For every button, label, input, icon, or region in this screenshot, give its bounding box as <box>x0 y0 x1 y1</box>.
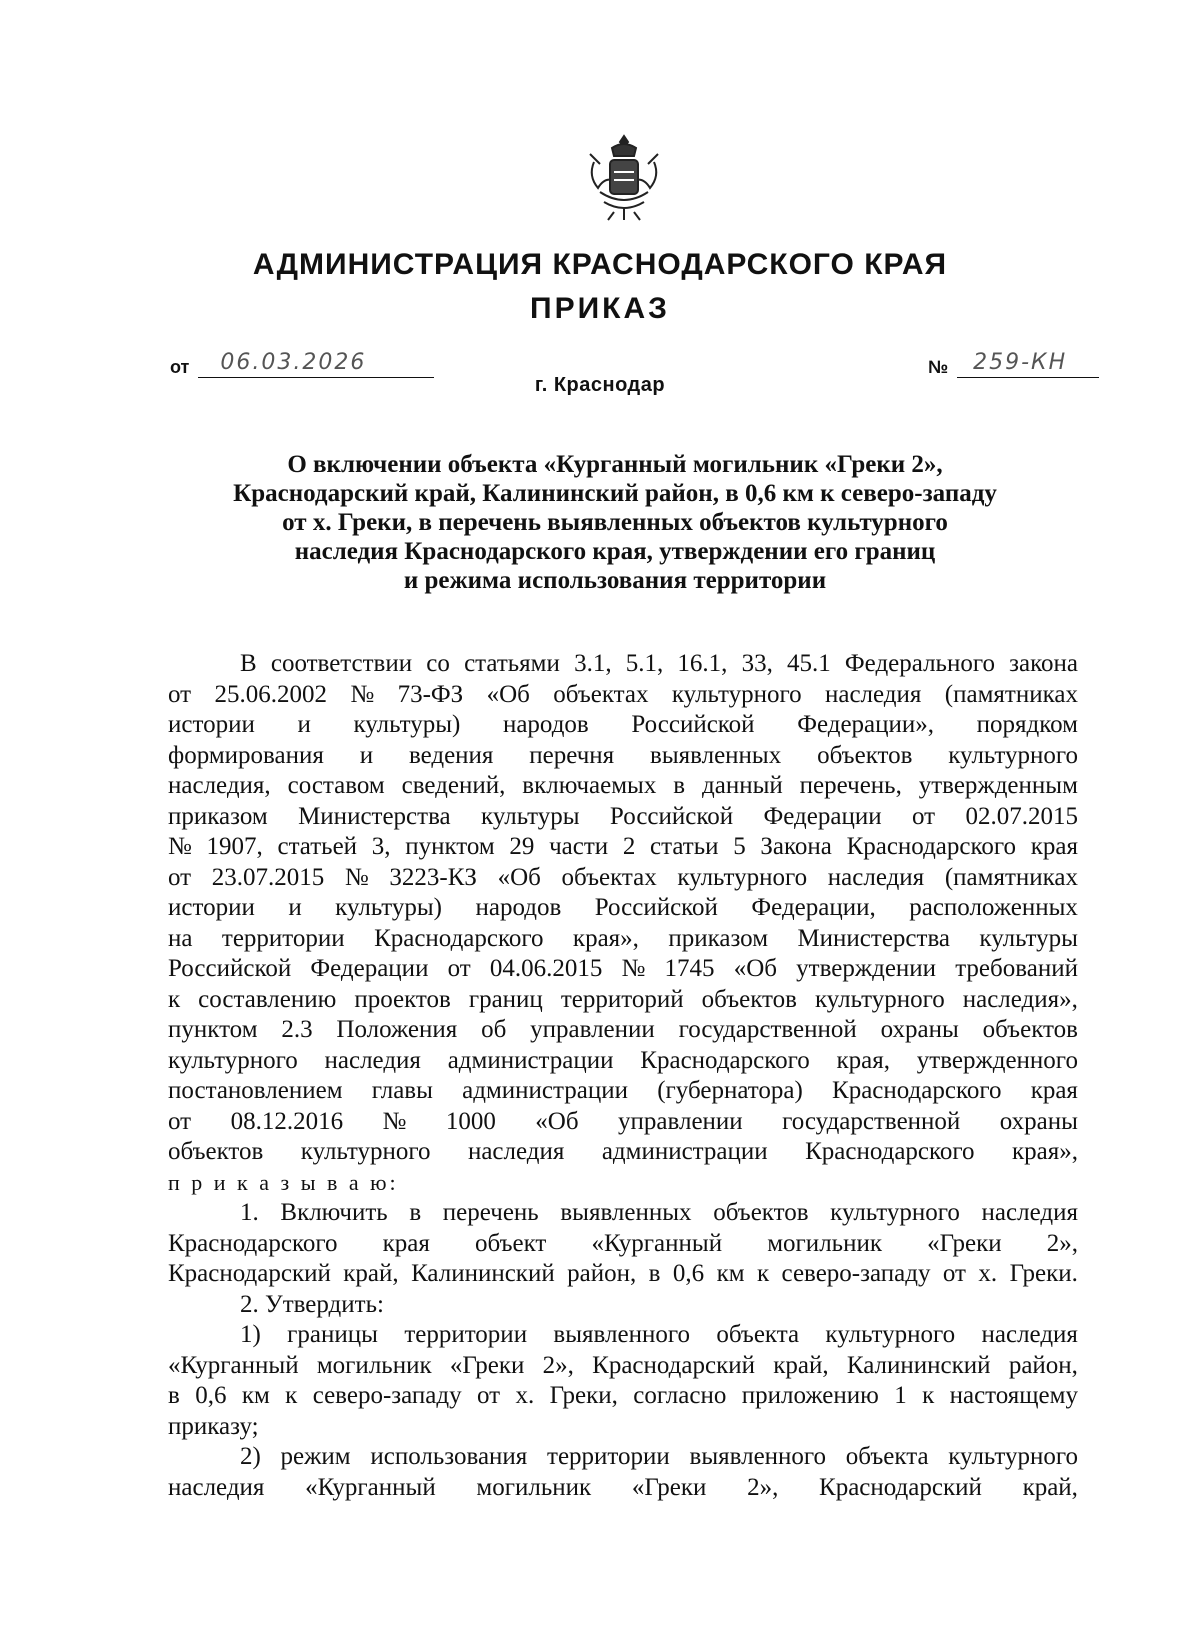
word: настоящему <box>949 1382 1078 1409</box>
word: границы <box>287 1321 378 1348</box>
word: Закона <box>760 833 832 860</box>
document-body <box>168 649 1078 1503</box>
word: перечень, <box>799 772 902 799</box>
word: от <box>942 1260 966 1287</box>
word: 2) <box>240 1443 261 1470</box>
coat-of-arms-icon <box>584 132 664 224</box>
word: выявленного <box>553 1321 690 1348</box>
word: № <box>621 955 646 982</box>
organization-name: АДМИНИСТРАЦИЯ КРАСНОДАРСКОГО КРАЯ <box>252 248 948 281</box>
word: Российской <box>609 802 734 830</box>
word: 5.1, <box>625 650 664 677</box>
word: 0,6 <box>195 1382 227 1409</box>
body-line <box>168 649 1078 680</box>
body-line <box>168 985 1078 1016</box>
word: (памятниках <box>944 680 1078 708</box>
word: 1907, <box>206 833 263 860</box>
word: к <box>756 1260 770 1287</box>
word: формирования <box>168 741 324 769</box>
word: Краснодарского <box>374 924 544 952</box>
body-line <box>168 954 1078 985</box>
word: наследия, <box>168 772 271 799</box>
word: 23.07.2015 <box>211 863 325 891</box>
body-line <box>168 1137 1078 1168</box>
word: приложению <box>741 1382 879 1409</box>
body-line <box>168 802 1078 833</box>
word: 1) <box>240 1321 261 1348</box>
word: 33, <box>741 650 773 677</box>
body-line <box>168 1259 1078 1290</box>
word: 1. <box>240 1199 259 1226</box>
word: части <box>549 833 609 860</box>
word: в <box>168 1382 180 1409</box>
word: от <box>911 802 936 830</box>
word: Федерации», <box>797 711 935 738</box>
word: к <box>285 1382 298 1409</box>
word: режим <box>280 1443 351 1470</box>
word: края <box>1030 1077 1078 1104</box>
word: в <box>409 1199 422 1226</box>
body-line <box>168 1320 1078 1351</box>
word: наследия <box>467 1138 565 1165</box>
word: Министерства <box>797 924 951 952</box>
word: от <box>168 680 192 708</box>
handwritten-date: 06.03.2026 <box>220 350 367 375</box>
word: 45.1 <box>787 650 831 677</box>
word: закона <box>1009 650 1078 677</box>
word: Калининский <box>411 1260 555 1287</box>
word: Калининский <box>846 1351 991 1379</box>
word: к <box>922 1382 935 1409</box>
word: порядком <box>976 711 1078 738</box>
word: культуры) <box>335 894 443 921</box>
word: Краснодарского <box>846 833 1017 860</box>
body-line <box>168 1290 1078 1321</box>
word: «Курганный <box>305 1473 436 1501</box>
word: Федерации, <box>751 894 876 921</box>
word: Греки. <box>1009 1260 1078 1287</box>
word: государственной <box>782 1107 961 1135</box>
word: требований <box>955 955 1078 982</box>
word: объектов <box>713 1199 809 1226</box>
word: культурного <box>168 1046 298 1074</box>
word: культуры) <box>353 711 461 738</box>
word: статьей <box>277 833 358 860</box>
body-line <box>168 1076 1078 1107</box>
title-line: наследия Краснодарского края, утверждении его границ <box>294 538 936 565</box>
word: соответствии <box>270 650 413 677</box>
word: № <box>168 833 192 860</box>
word: 2», <box>1046 1229 1078 1257</box>
word: статьями <box>464 650 560 677</box>
body-line <box>168 832 1078 863</box>
word: от <box>168 1107 192 1135</box>
word: район, <box>567 1260 637 1287</box>
word: от <box>168 863 192 891</box>
word: 04.06.2015 <box>489 955 603 982</box>
word: управлении <box>618 1107 743 1135</box>
word: утверждении <box>796 955 937 982</box>
word: Включить <box>280 1199 388 1226</box>
body-line <box>168 1046 1078 1077</box>
body-text: 2. Утвердить: <box>240 1290 384 1318</box>
word: государственной <box>678 1016 857 1043</box>
body-line <box>168 710 1078 741</box>
word: утвержденным <box>918 772 1078 799</box>
word: статьи <box>650 833 719 860</box>
date-prefix: от <box>170 357 190 377</box>
word: составлению <box>198 985 337 1013</box>
word: край, <box>343 1260 399 1287</box>
word: выявленного <box>689 1443 827 1470</box>
word: 29 <box>509 833 535 860</box>
word: объектов <box>817 741 913 769</box>
word: пунктом <box>405 833 495 860</box>
word: от <box>447 955 471 982</box>
word: в <box>648 1260 661 1287</box>
word: об <box>481 1016 507 1043</box>
word: «Об <box>535 1107 579 1135</box>
word: «Греки <box>927 1229 1002 1257</box>
word: культурного <box>814 985 945 1013</box>
word: «Об <box>497 863 541 891</box>
word: 2.3 <box>281 1016 313 1043</box>
body-line <box>168 1412 1078 1443</box>
word: «Курганный <box>591 1229 723 1257</box>
word: на <box>168 924 193 952</box>
word: Федерации <box>763 802 882 830</box>
word: 1745 <box>664 955 715 982</box>
body-line <box>168 863 1078 894</box>
word: составом <box>287 772 385 799</box>
word: Краснодарского <box>832 1077 1002 1104</box>
word: «Греки <box>631 1473 707 1501</box>
word: могильник <box>476 1473 592 1501</box>
body-line <box>168 1229 1078 1260</box>
word: выявленных <box>560 1199 692 1226</box>
word: от <box>476 1382 501 1409</box>
word: х. <box>978 1260 998 1287</box>
word: территории <box>547 1443 670 1470</box>
body-line <box>168 1107 1078 1138</box>
word: № <box>344 863 369 891</box>
word: 08.12.2016 <box>230 1107 344 1135</box>
word: х. <box>515 1382 535 1409</box>
word: могильник <box>316 1351 432 1379</box>
word: включаемых <box>522 772 657 799</box>
word: 3223-КЗ <box>389 863 477 891</box>
word: территории <box>221 924 345 952</box>
word: края <box>382 1229 430 1257</box>
word: объекта <box>845 1443 929 1470</box>
word: северо-западу <box>781 1260 931 1287</box>
word: пунктом <box>168 1016 258 1043</box>
word: Краснодарского <box>168 1229 338 1257</box>
word: объект <box>474 1229 547 1257</box>
word: утвержденного <box>916 1046 1078 1074</box>
word: «Об <box>733 955 777 982</box>
word: культуры <box>481 802 580 830</box>
title-line: Краснодарский край, Калининский район, в 0,6 км к северо-западу <box>233 480 997 507</box>
word: Федерации <box>310 955 429 982</box>
word: культурного <box>300 1138 431 1165</box>
word: приказом <box>168 802 268 830</box>
word: 3, <box>371 833 391 860</box>
word: границ <box>468 985 543 1013</box>
body-line <box>168 1198 1078 1229</box>
word: края, <box>836 1046 891 1074</box>
word: Краснодарский <box>168 1260 331 1287</box>
word: в <box>673 772 686 799</box>
word: к <box>168 985 181 1013</box>
word: культурного <box>948 1443 1078 1470</box>
word: охраны <box>999 1107 1078 1135</box>
word: использования <box>370 1443 528 1470</box>
word: края», <box>1011 1138 1078 1165</box>
word: Греки, <box>549 1382 618 1409</box>
word: и <box>297 711 311 738</box>
word: № <box>350 680 375 708</box>
word: истории <box>168 711 255 738</box>
word: северо-западу <box>312 1382 462 1409</box>
body-line <box>168 1351 1078 1382</box>
word: со <box>426 650 450 677</box>
body-line <box>168 680 1078 711</box>
word: управлении <box>530 1016 655 1043</box>
word: истории <box>168 894 255 921</box>
word: 5 <box>733 833 746 860</box>
word: объекта <box>716 1321 800 1348</box>
word: расположенных <box>909 894 1078 921</box>
word: 73-ФЗ <box>397 680 464 708</box>
word: № <box>382 1107 407 1135</box>
word: район, <box>1008 1351 1078 1379</box>
body-line <box>168 893 1078 924</box>
body-line <box>168 1015 1078 1046</box>
word: 3.1, <box>574 650 612 677</box>
word: народов <box>475 894 562 921</box>
word: 2», <box>542 1351 574 1379</box>
word: культурного <box>677 863 808 891</box>
word: Министерства <box>298 802 451 830</box>
body-line <box>168 924 1078 955</box>
body-line <box>168 771 1078 802</box>
document-title <box>160 450 1070 595</box>
word: 02.07.2015 <box>965 802 1078 830</box>
word: сведений, <box>401 772 506 799</box>
word: 25.06.2002 <box>214 680 327 708</box>
title-line: от х. Греки, в перечень выявленных объектов культурного <box>282 509 948 536</box>
word: объектах <box>561 863 657 891</box>
word: объектов <box>982 1016 1078 1043</box>
title-line: и режима использования территории <box>403 567 827 594</box>
word: и <box>359 741 374 769</box>
word: данный <box>702 772 783 799</box>
word: км <box>716 1260 745 1287</box>
word: и <box>288 894 302 921</box>
word: Краснодарского <box>805 1138 975 1165</box>
word: наследия <box>824 680 922 708</box>
word: администрации <box>601 1138 768 1165</box>
word: (губернатора) <box>657 1077 803 1104</box>
word: края», <box>572 924 639 952</box>
word: 0,6 <box>672 1260 705 1287</box>
city: г. Краснодар <box>534 374 666 396</box>
word: выявленных <box>650 741 782 769</box>
word: наследия <box>827 863 925 891</box>
word: территорий <box>560 985 684 1013</box>
number-prefix: № <box>928 357 949 377</box>
word: культурного <box>948 741 1078 769</box>
word: наследия <box>168 1473 265 1501</box>
word: (памятниках <box>944 863 1078 891</box>
word: наследия <box>324 1046 421 1074</box>
word: ведения <box>408 741 494 769</box>
order-word: п р и к а з ы в а ю: <box>168 1169 399 1195</box>
word: 2», <box>747 1473 779 1501</box>
word: Российской <box>631 711 755 738</box>
word: объектах <box>553 680 649 708</box>
word: наследия», <box>962 985 1078 1013</box>
body-text: приказу; <box>168 1412 259 1440</box>
word: объектов <box>168 1138 264 1165</box>
word: Российской <box>594 894 718 921</box>
word: В <box>240 650 257 677</box>
word: территории <box>404 1321 528 1348</box>
word: приказом <box>668 924 769 952</box>
word: проектов <box>354 985 451 1013</box>
word: перечень <box>442 1199 539 1226</box>
word: культурного <box>825 1321 956 1348</box>
word: согласно <box>633 1382 727 1409</box>
body-line <box>168 1473 1078 1504</box>
word: Российской <box>168 955 292 982</box>
word: культурного <box>671 680 802 708</box>
word: объектов <box>701 985 797 1013</box>
word: Краснодарский <box>819 1473 982 1501</box>
word: наследия <box>981 1199 1078 1226</box>
word: край, <box>773 1351 829 1379</box>
word: народов <box>502 711 589 738</box>
title-line: О включении объекта «Курганный могильник «Греки 2», <box>287 451 943 478</box>
word: культурного <box>830 1199 960 1226</box>
word: администрации <box>462 1077 628 1104</box>
word: 2 <box>622 833 636 860</box>
word: Федерального <box>844 650 995 677</box>
word: главы <box>371 1077 433 1104</box>
word: края <box>1030 833 1078 860</box>
word: наследия <box>981 1321 1078 1348</box>
word: «Курганный <box>168 1351 299 1379</box>
body-line <box>168 741 1078 772</box>
word: км <box>241 1382 270 1409</box>
word: «Греки <box>449 1351 525 1379</box>
word: «Об <box>486 680 530 708</box>
word: постановлением <box>168 1077 343 1104</box>
word: Положения <box>336 1016 458 1043</box>
word: Краснодарский <box>592 1351 755 1379</box>
body-line <box>168 1168 1078 1199</box>
word: 1 <box>894 1382 907 1409</box>
word: Краснодарского <box>640 1046 810 1074</box>
body-line <box>168 1442 1078 1473</box>
word: 1000 <box>445 1107 496 1135</box>
document-type: ПРИКАЗ <box>530 292 670 325</box>
handwritten-number: 259-КН <box>973 350 1068 375</box>
word: могильник <box>767 1229 882 1257</box>
word: перечня <box>529 741 615 769</box>
word: охраны <box>880 1016 959 1043</box>
word: край, <box>1022 1473 1078 1501</box>
word: 16.1, <box>677 650 728 677</box>
body-line <box>168 1381 1078 1412</box>
word: администрации <box>447 1046 614 1074</box>
word: культуры <box>979 924 1078 952</box>
